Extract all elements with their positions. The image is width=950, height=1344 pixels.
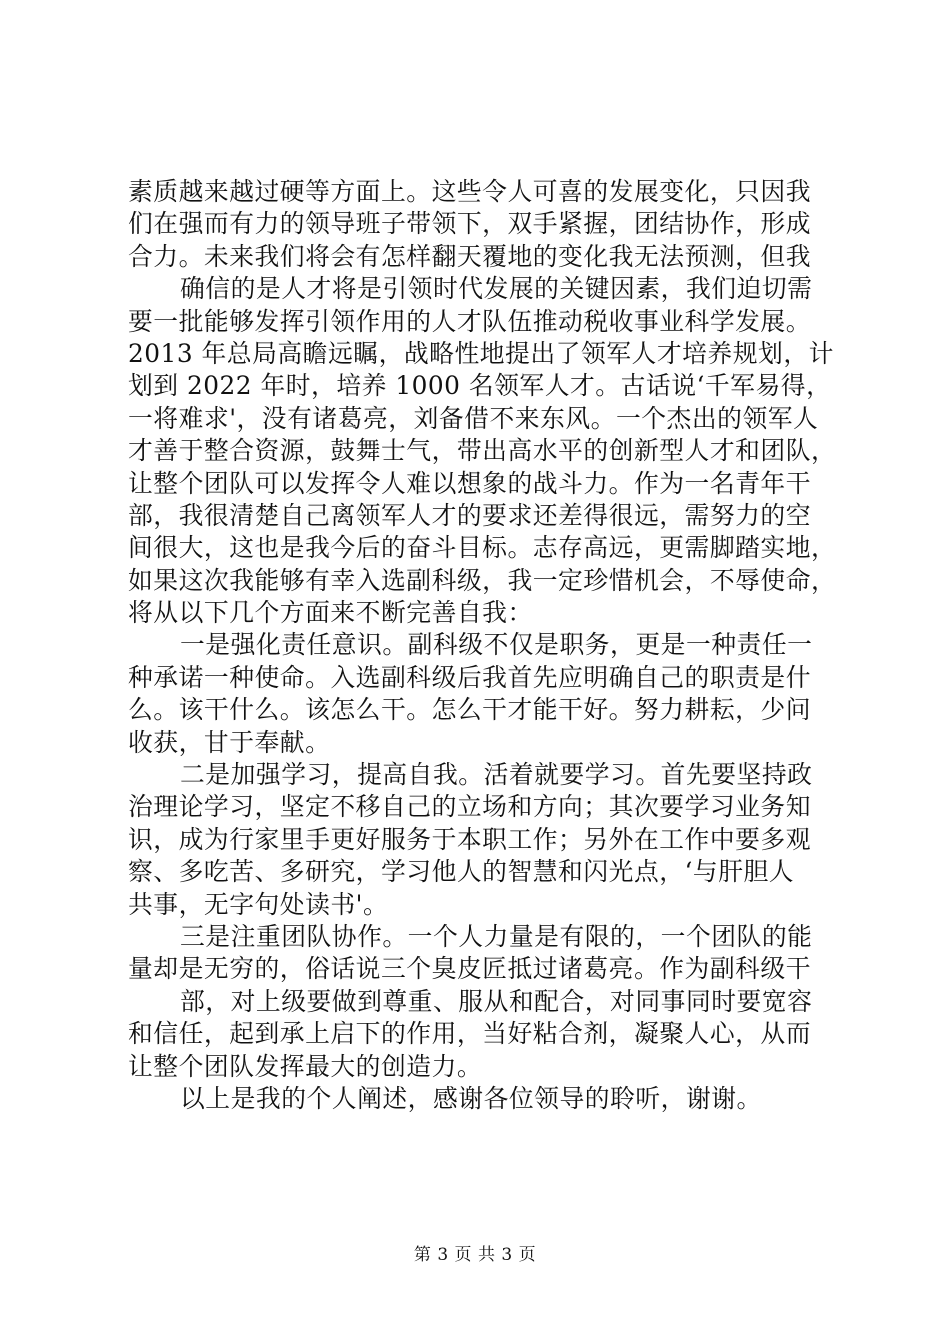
text-line: 划到 2022 年时，培养 1000 名领军人才。古话说‘千军易得， [128,371,832,401]
page-footer: 第 3 页 共 3 页 [413,1245,537,1265]
text-line: 一是强化责任意识。副科级不仅是职务，更是一种责任一 [180,630,813,660]
text-line: 量却是无穷的，俗话说三个臭皮匠抵过诸葛亮。作为副科级干 [128,954,812,984]
text-line: 如果这次我能够有幸入选副科级，我一定珍惜机会，不辱使命， [128,565,837,595]
text-line: 一将难求'，没有诸葛亮，刘备借不来东风。一个杰出的领军人 [128,403,819,433]
text-line: 三是注重团队协作。一个人力量是有限的，一个团队的能 [180,921,813,951]
body-text [128,176,837,1115]
text-line: 将从以下几个方面来不断完善自我： [128,598,533,628]
text-line: 要一批能够发挥引领作用的人才队伍推动税收事业科学发展。 [128,306,812,336]
text-line: 部，对上级要做到尊重、服从和配合，对同事同时要宽容 [180,986,813,1016]
text-line: 合力。未来我们将会有怎样翻天覆地的变化我无法预测，但我 [128,241,812,271]
text-line: 治理论学习，坚定不移自己的立场和方向；其次要学习业务知 [128,792,812,822]
text-line: 才善于整合资源，鼓舞士气，带出高水平的创新型人才和团队， [128,436,837,466]
text-line: 二是加强学习，提高自我。活着就要学习。首先要坚持政 [180,760,813,790]
text-line: 部，我很清楚自己离领军人才的要求还差得很远，需努力的空 [128,500,812,530]
text-line: 素质越来越过硬等方面上。这些令人可喜的发展变化，只因我 [128,177,812,206]
text-line: 和信任，起到承上启下的作用，当好粘合剂，凝聚人心，从而 [128,1019,812,1049]
text-line: 收获，甘于奉献。 [128,727,331,757]
text-line: 察、多吃苦、多研究，学习他人的智慧和闪光点，‘与肝胆人 [128,857,795,887]
text-line: 么。该干什么。该怎么干。怎么干才能干好。努力耕耘，少问 [128,695,812,725]
text-line: 间很大，这也是我今后的奋斗目标。志存高远，更需脚踏实地， [128,533,837,563]
text-line: 让整个团队可以发挥令人难以想象的战斗力。作为一名青年干 [128,468,812,498]
text-line: 共事，无字句处读书'。 [128,889,389,919]
text-line: 识，成为行家里手更好服务于本职工作；另外在工作中要多观 [128,824,812,854]
text-line: 让整个团队发挥最大的创造力。 [128,1051,483,1081]
text-line: 确信的是人才将是引领时代发展的关键因素，我们迫切需 [180,274,813,304]
text-line: 2013 年总局高瞻远瞩，战略性地提出了领军人才培养规划，计 [128,338,834,368]
text-line: 们在强而有力的领导班子带领下，双手紧握，团结协作，形成 [128,209,812,239]
text-line: 种承诺一种使命。入选副科级后我首先应明确自己的职责是什 [128,662,812,692]
text-line: 以上是我的个人阐述，感谢各位领导的聆听，谢谢。 [180,1083,762,1113]
